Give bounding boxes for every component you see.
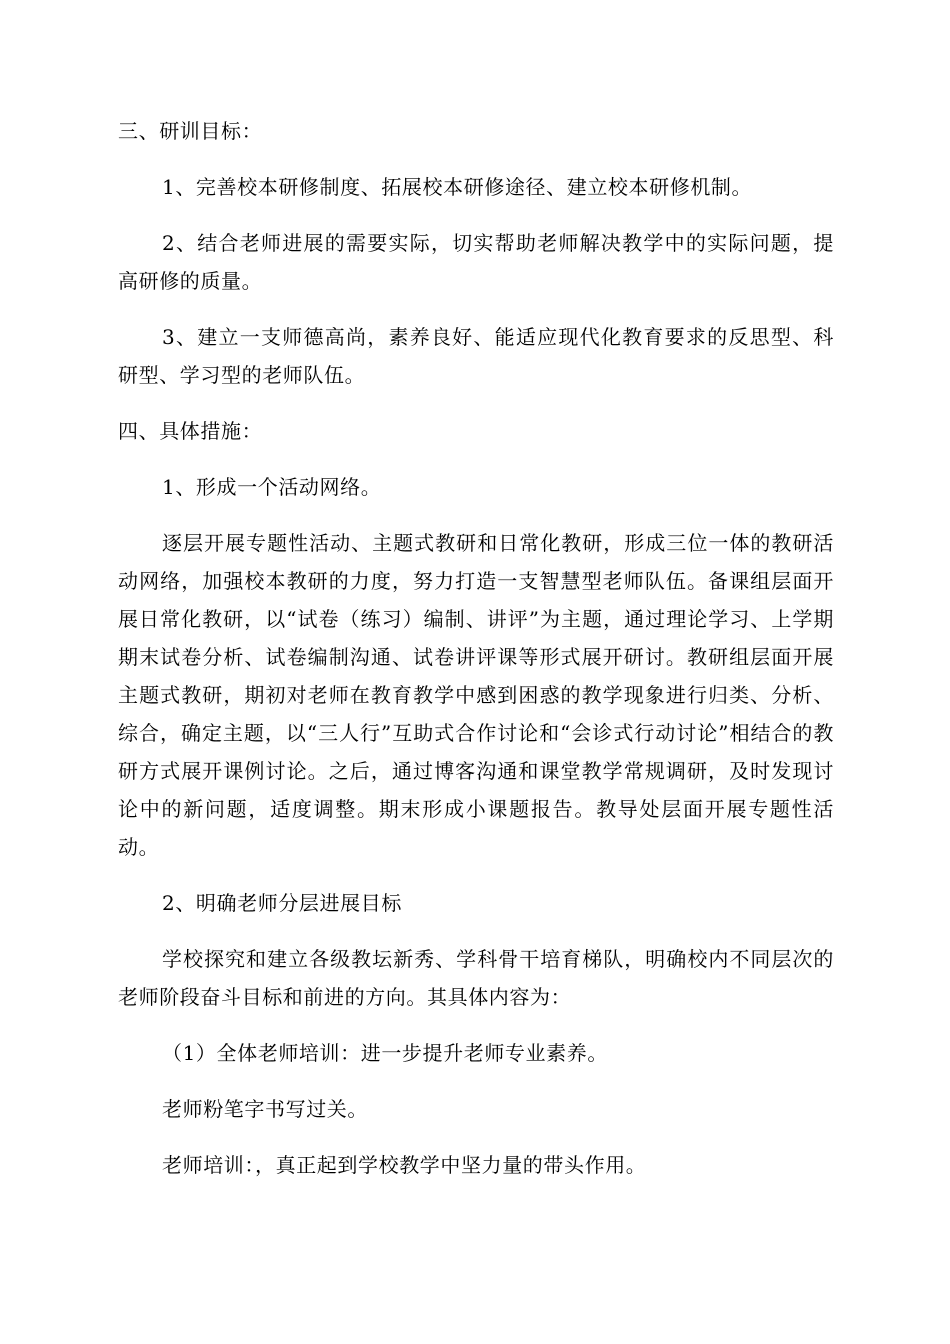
measure-1-title: 1、形成一个活动网络。 [162,475,382,499]
measure-1-body: 逐层开展专题性活动、主题式教研和日常化教研，形成三位一体的教研活动网络，加强校本教研的力度，努力打造一支智慧型老师队伍。备课组层面开展日常化教研，以“试卷（练习）编制、讲评”为主题，通过理论学习、上学期期末试卷分析、试卷编制沟通、试卷讲评课等形式展开研讨。教研组层面开展主题式教研，期初对老师在教育教学中感到困惑的教学现象进行归类、分析、综合，确定主题，以“三人行”互助式合作讨论和“会诊式行动讨论”相结合的教研方式展开课例讨论。之后，通过博客沟通和课堂教学常规调研，及时发现讨论中的新问题，适度调整。期末形成小课题报告。教导处层面开展专题性活动。 [118,531,834,859]
sub-item-1-title: （1）全体老师培训：进一步提升老师专业素养。 [162,1041,608,1065]
measure-2-title: 2、明确老师分层进展目标 [162,891,402,915]
section-heading-goals: 三、研训目标： [118,119,263,143]
measure-2-body: 学校探究和建立各级教坛新秀、学科骨干培育梯队，明确校内不同层次的老师阶段奋斗目标和前进的方向。其具体内容为： [118,947,834,1009]
section-heading-measures: 四、具体措施： [118,419,263,443]
goal-item-3: 3、建立一支师德高尚，素养良好、能适应现代化教育要求的反思型、科研型、学习型的老师队伍。 [118,325,834,387]
sub-item-1-line-1: 老师粉笔字书写过关。 [162,1097,368,1121]
sub-item-1-line-2: 老师培训：，真正起到学校教学中坚力量的带头作用。 [162,1153,647,1177]
goal-item-1: 1、完善校本研修制度、拓展校本研修途径、建立校本研修机制。 [162,175,753,199]
goal-item-2: 2、结合老师进展的需要实际，切实帮助老师解决教学中的实际问题，提高研修的质量。 [118,231,834,293]
document-body [118,112,834,1184]
